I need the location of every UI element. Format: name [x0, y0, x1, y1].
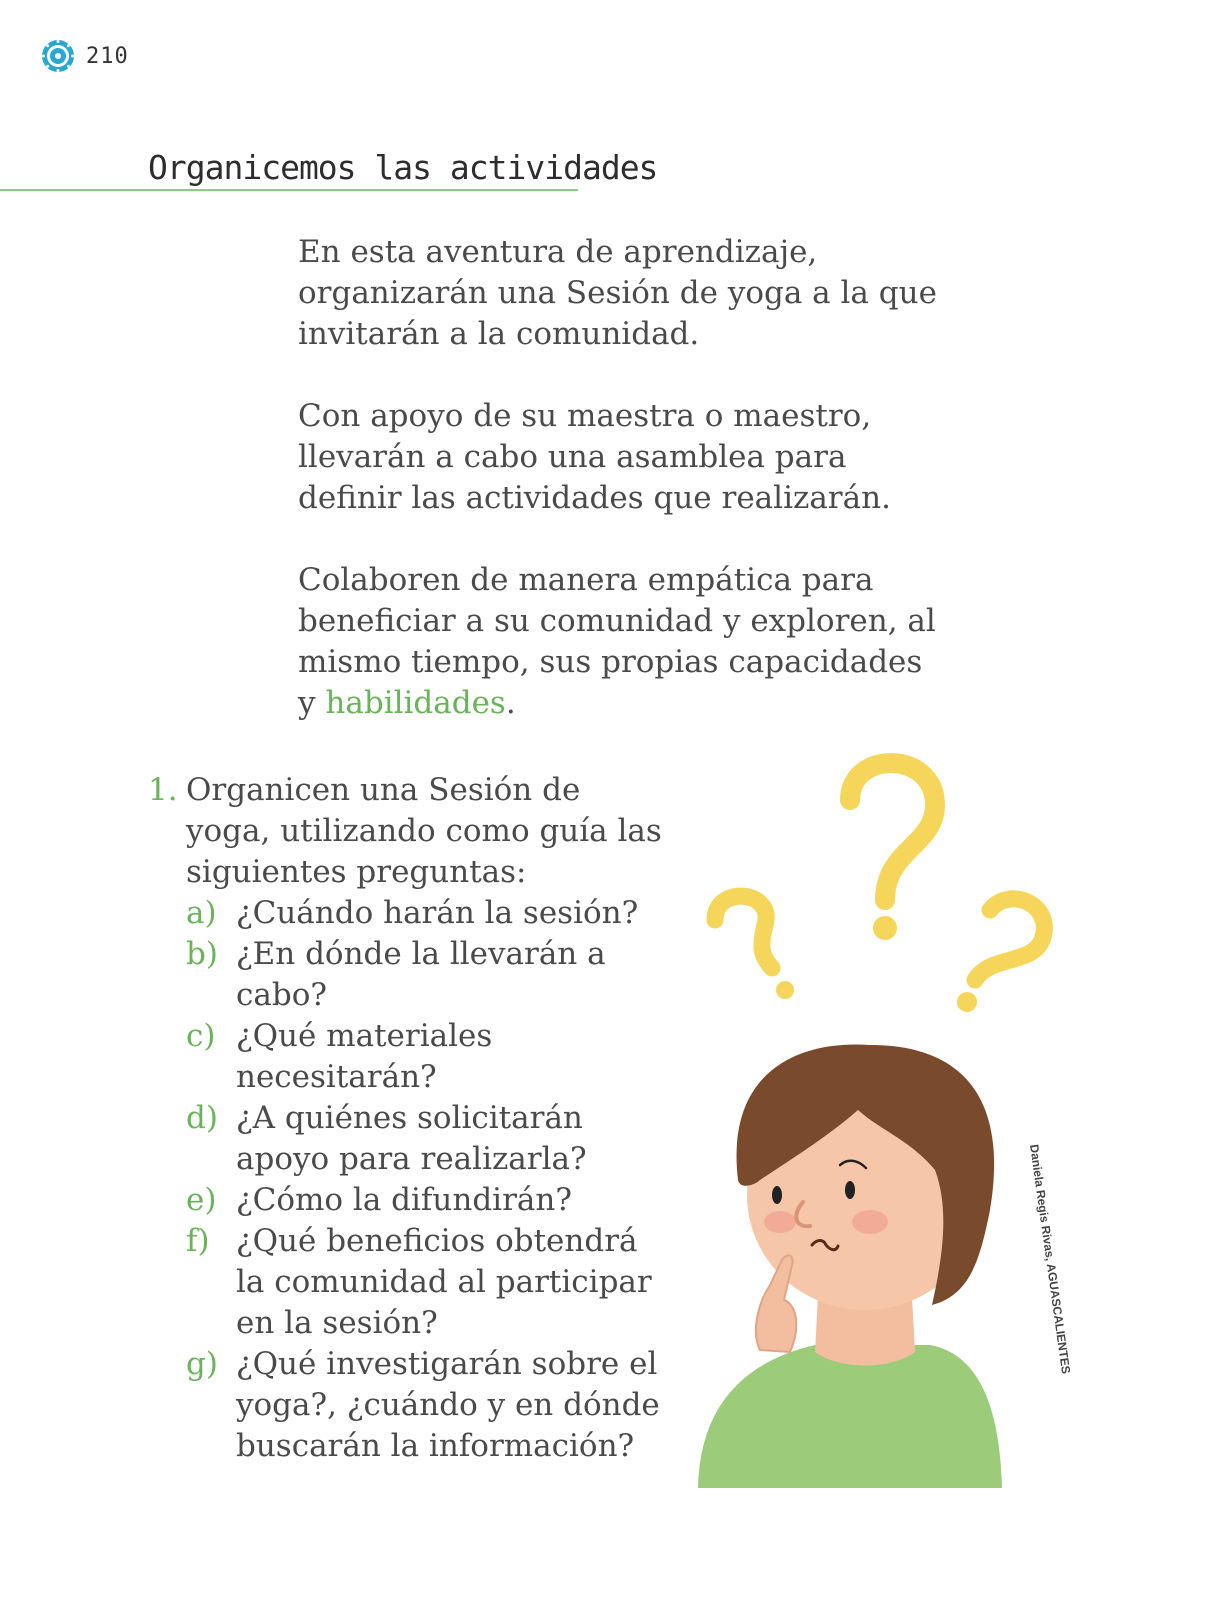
cheek	[764, 1211, 796, 1233]
question-letter: c)	[186, 1018, 216, 1054]
question-text: ¿A quiénes solicitarán apoyo para realizarla?	[236, 1100, 587, 1177]
activity-1	[148, 770, 668, 1467]
question-letter: d)	[186, 1100, 218, 1136]
question-letter: a)	[186, 895, 217, 931]
question-text: ¿Qué investigarán sobre el yoga?, ¿cuándo y en dónde buscarán la información?	[236, 1346, 660, 1464]
illustrator-credit: Daniela Regis Rivas, AGUASCALIENTES	[1027, 1143, 1074, 1375]
question-text: ¿Cuándo harán la sesión?	[236, 895, 639, 931]
activity-1-instruction	[148, 770, 668, 1467]
question-item	[186, 1344, 668, 1467]
question-mark-dot	[776, 981, 794, 999]
question-mark-icon	[975, 899, 1044, 980]
page-header	[40, 38, 129, 74]
question-list	[186, 893, 668, 1467]
question-item	[186, 1221, 668, 1344]
cheek	[852, 1210, 888, 1234]
question-item	[186, 934, 668, 1016]
question-text: ¿Qué beneficios obtendrá la comunidad al participar en la sesión?	[236, 1223, 652, 1341]
intro-paragraph-3	[298, 560, 938, 724]
question-letter: b)	[186, 936, 218, 972]
intro-paragraph-3-text: Colaboren de manera empática para beneficiar a su comunidad y exploren, al mismo tiempo, sus propias capacidades y	[298, 562, 936, 721]
sep-logo-icon	[40, 38, 76, 74]
intro-paragraph-1: En esta aventura de aprendizaje, organizarán una Sesión de yoga a la que invitarán a la comunidad.	[298, 234, 937, 352]
intro-paragraph-3-end: .	[505, 685, 516, 721]
question-text: ¿Cómo la difundirán?	[236, 1182, 572, 1218]
question-mark-dot	[957, 992, 977, 1012]
activity-number: 1.	[148, 772, 178, 808]
eye	[845, 1181, 855, 1199]
page-number: 210	[86, 43, 129, 69]
question-item	[186, 1180, 668, 1221]
intro-paragraph-2: Con apoyo de su maestra o maestro, llevarán a cabo una asamblea para definir las actividades que realizarán.	[298, 398, 891, 516]
intro-text	[298, 232, 938, 765]
question-item	[186, 1016, 668, 1098]
question-item	[186, 893, 668, 934]
section-title: Organicemos las actividades	[148, 148, 658, 187]
shirt	[698, 1345, 1002, 1488]
activity-text: Organicen una Sesión de yoga, utilizando como guía las siguientes preguntas:	[186, 772, 662, 890]
glossary-term-habilidades[interactable]: habilidades	[325, 685, 506, 721]
question-mark-icon	[715, 896, 772, 968]
question-item	[186, 1098, 668, 1180]
title-underline	[0, 189, 578, 191]
question-mark-icon	[850, 763, 935, 900]
thinking-child-illustration	[680, 740, 1080, 1500]
question-letter: e)	[186, 1182, 217, 1218]
eye	[772, 1186, 782, 1204]
question-text: ¿En dónde la llevarán a cabo?	[236, 936, 606, 1013]
question-text: ¿Qué materiales necesitarán?	[236, 1018, 493, 1095]
question-letter: g)	[186, 1346, 218, 1382]
question-mark-dot	[873, 916, 897, 940]
question-letter: f)	[186, 1223, 210, 1259]
